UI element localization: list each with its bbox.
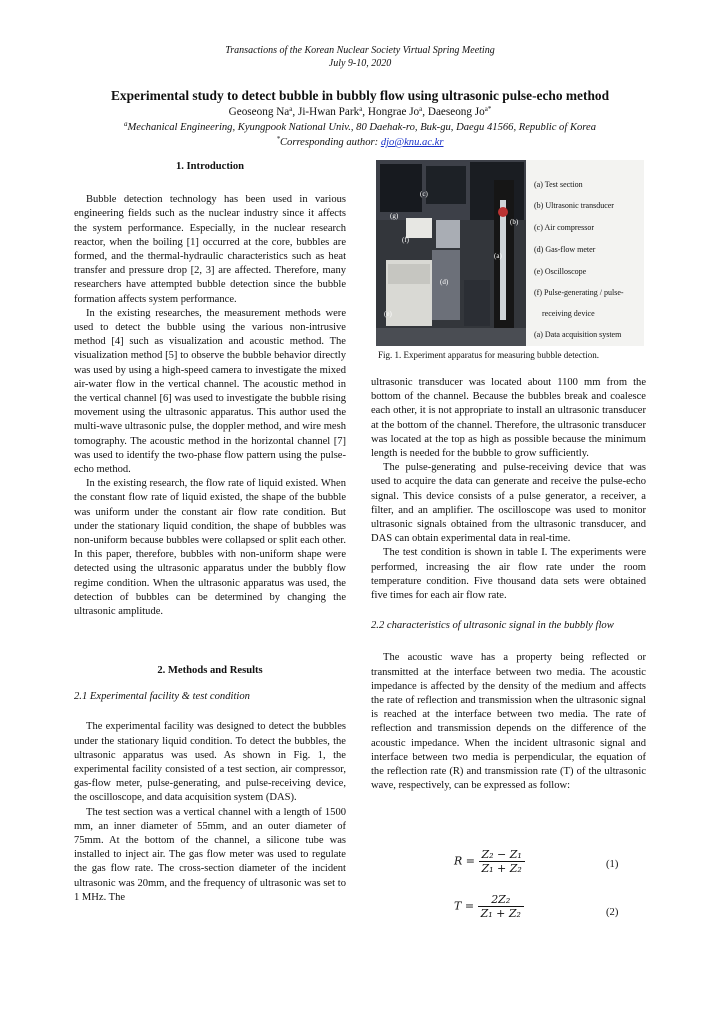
author-sup: a* [484, 105, 492, 113]
author-name: Hongrae Jo [367, 106, 420, 118]
photo-letter: (b) [510, 218, 519, 226]
author-sup: a [419, 105, 423, 113]
equation-2 [454, 893, 524, 920]
intro-paragraph-3: In the existing research, the flow rate of liquid existed. When the constant flow rate of liquid existed, the shape of the bubble was uniform under the constant air flow rate condition. But under the stationary liquid condition, the shape of bubbles was non-uniform because bubbles were collapsed or split each other. In this paper, therefore, bubbles with non-uniform shape were detected using the ultrasonic apparatus under the bubbly flow regime condition. When the ultrasonic apparatus was used, the detection of bubbles can be determined by changing the ultrasonic amplitude. [74, 478, 346, 618]
affiliation-sup: a [123, 120, 128, 128]
journal-header [0, 44, 720, 70]
affiliation-text: Mechanical Engineering, Kyungpook National Univ., 80 Daehak-ro, Buk-gu, Daegu 41566, Republic of Korea [127, 122, 597, 133]
equation-fraction [478, 893, 524, 920]
author-name: Daeseong Jo [427, 106, 485, 118]
results-paragraph-1: ultrasonic transducer was located about 1100 mm from the bottom of the channel. Because the bubbles break and coalesce each other, it is not appropriate to install an ultrasonic transducer at the bottom of the channel. Therefore, the ultrasonic transducer was located at the top as high as possible because the minimum length is needed for the bubble to grow sufficiently. [371, 377, 646, 460]
equation-1 [454, 848, 525, 875]
legend-item: (c) Air compressor [534, 223, 594, 232]
equation-lhs: R = [454, 854, 475, 868]
author-name: Ji-Hwan Park [297, 106, 360, 118]
author-name: Geoseong Na [228, 106, 290, 118]
equation-fraction [479, 848, 525, 875]
journal-name: Transactions of the Korean Nuclear Society Virtual Spring Meeting [225, 45, 495, 56]
photo-letter: (f) [402, 236, 409, 244]
methods-heading: 2. Methods and Results [157, 665, 263, 676]
legend-item: (e) Oscilloscope [534, 267, 587, 276]
left-column [74, 160, 346, 619]
author-sup: a [359, 105, 363, 113]
photo-letter: (a) [494, 252, 502, 260]
figure-caption: Fig. 1. Experiment apparatus for measuring bubble detection. [378, 350, 599, 360]
apparatus-photo [376, 160, 526, 346]
intro-heading: 1. Introduction [175, 161, 245, 172]
subsection-2-1-heading: 2.1 Experimental facility & test condition [74, 691, 250, 703]
figure-1 [376, 160, 644, 346]
photo-letter: (d) [440, 278, 449, 286]
methods-paragraph-1: The experimental facility was designed to detect the bubbles under the stationary liquid condition. To detect the bubbles, the ultrasonic apparatus was used. As shown in Fig. 1, the experimental facility consisted of a test section, air compressor, gas-flow meter, pulse-generating, and pulse-receiving device, the oscilloscope, and data acquisition system (DAS). [74, 721, 346, 804]
equation-denominator: Z₁ + Z₂ [478, 906, 524, 920]
corresponding-sup: * [276, 135, 280, 143]
equation-lhs: T = [454, 899, 475, 913]
author-sup: a [289, 105, 293, 113]
corresponding-label: Corresponding author: [279, 137, 381, 148]
legend-item: (a) Data acquisition system [534, 330, 622, 339]
right-column [371, 376, 646, 793]
results-paragraph-3: The test condition is shown in table I. The experiments were performed, increasing the air flow rate under the room temperature condition. Five thousand data sets were obtained five times for each air flow rate. [371, 547, 646, 602]
corresponding-author [0, 137, 720, 148]
equation-denominator: Z₁ + Z₂ [479, 861, 525, 875]
figure-legend [526, 160, 644, 346]
left-column-methods [74, 664, 346, 905]
affiliation [0, 122, 720, 133]
photo-letter: (e) [384, 310, 392, 318]
legend-item: (d) Gas-flow meter [534, 245, 596, 254]
results-paragraph-4: The acoustic wave has a property being reflected or transmitted at the interface between two media. The acoustic impedance is affected by the density of the medium and affects the rate of reflection and transmission when the ultrasonic signal is reached at the interface between two media. The rate of reflection and transmission depends on the difference of the acoustic impedance. When the incident ultrasonic signal and interface between two media is perpendicular, the equation of the reflection rate (R) and transmission rate (T) of the ultrasonic wave, respectively, can be expressed as follow: [371, 652, 646, 792]
subsection-2-2-heading: 2.2 characteristics of ultrasonic signal in the bubbly flow [371, 620, 614, 632]
intro-paragraph-2: In the existing researches, the measurement methods were used to detect the bubble using the various non-intrusive method [4] such as visualization and acoustic method. The visualization method [5] to observe the bubble behavior directly was used by using a high-speed camera to investigate the mixed air-water flow in the vertical channel. The acoustic method in the vertical channel [6] was used to investigate the bubble rising movement using the ultrasonic apparatus. This author used the multi-wave ultrasonic pulse, the doppler method, and wire mesh tomography. The acoustic method in the horizontal channel [7] was used to identify the two-phase flow pattern using the pulse-echo method. [74, 307, 346, 476]
legend-item: (a) Test section [534, 180, 583, 189]
equation-number: (1) [606, 859, 619, 870]
equation-number: (2) [606, 907, 619, 918]
photo-letter: (c) [420, 190, 428, 198]
author-list: Geoseong Na$^a$, Ji-Hwan Park$^a$, Hongrae Jo$^a$, Daeseong $Jo^{a*}$ [228, 105, 492, 118]
methods-paragraph-2: The test section was a vertical channel with a length of 1500 mm, an inner diameter of 55mm, and an outer diameter of 75mm. At the bottom of the channel, a silicone tube was installed to inject air. The gas flow meter was used to regulate the gas flow rate. The cross-section diameter of the incident ultrasonic was 20mm, and the frequency of ultrasonic was set to 1 MHz. The [74, 806, 346, 903]
meeting-date: July 9-10, 2020 [328, 58, 392, 69]
results-paragraph-2: The pulse-generating and pulse-receiving device that was used to acquire the data can generate and receive the pulse-echo signal. This device consists of a pulse generator, a receiver, a filter, and an amplifier. The oscilloscope was used to monitor ultrasonic signals obtained from the ultrasonic transducer, and DAS can obtain experimental data in real-time. [371, 462, 646, 545]
legend-item: (b) Ultrasonic transducer [534, 201, 614, 210]
author-email-link[interactable]: djo@knu.ac.kr [380, 137, 444, 148]
legend-item: (f) Pulse-generating / pulse- [534, 288, 624, 297]
equation-numerator: Z₂ − Z₁ [481, 848, 522, 861]
paper-title: Experimental study to detect bubble in bubbly flow using ultrasonic pulse-echo method [110, 88, 610, 103]
equation-numerator: 2Z₂ [491, 893, 511, 906]
photo-letter: (g) [390, 212, 399, 220]
intro-paragraph-1: Bubble detection technology has been used in various engineering fields such as the nuclear industry since it affects the system performance. Especially, in the nuclear research reactor, when the boiling [1] occurred at the core, bubbles are formed, and the thermal-hydraulic characteristics such as heat transfer and pressure drop [2, 3] are affected. Therefore, many researchers have attempted bubble detection since the bubble formation affects system performance. [74, 194, 346, 305]
legend-item: receiving device [542, 309, 595, 318]
